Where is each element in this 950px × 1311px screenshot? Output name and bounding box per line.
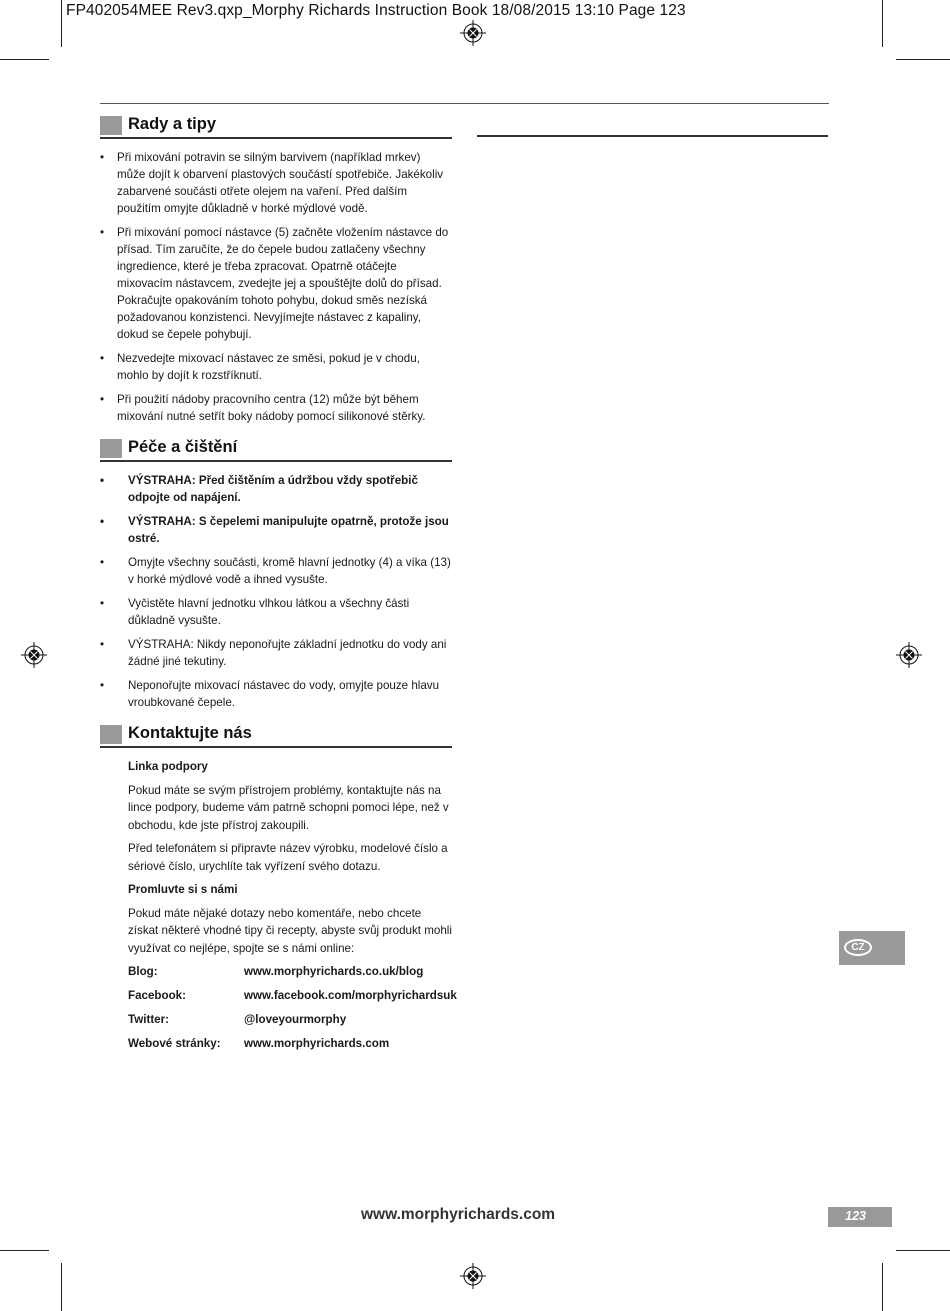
bullet-icon: • [100,226,105,239]
list-item [100,677,452,711]
page-number: 123 [845,1209,866,1223]
list-item-text: Omyjte všechny součásti, kromě hlavní jednotky (4) a víka (13) v horké mýdlové vodě a ihned vysušte. [128,556,451,586]
crop-mark [61,0,62,47]
bullet-icon: • [100,393,105,406]
heading-marker [100,116,122,135]
list-item [100,595,452,629]
care-list [100,472,452,711]
header-rule [100,103,829,104]
bullet-icon: • [100,474,105,487]
content-column [100,114,457,1059]
crop-mark [61,1263,62,1311]
registration-mark-icon [460,20,486,46]
crop-mark [0,1250,49,1251]
heading-marker [100,725,122,744]
contact-link[interactable]: www.morphyrichards.co.uk/blog [244,965,424,978]
contact-label: Twitter: [128,1013,170,1026]
list-item-text: VÝSTRAHA: S čepelemi manipulujte opatrně, protože jsou ostré. [128,515,449,545]
bullet-icon: • [100,151,105,164]
list-item [100,513,452,547]
list-item-text: Při použití nádoby pracovního centra (12) může být během mixování nutné setřít boky nádoby pomocí silikonové stěrky. [117,393,426,423]
bullet-icon: • [100,515,105,528]
contact-row-website [128,1035,452,1053]
contact-row-facebook [128,987,457,1005]
list-item [100,472,452,506]
list-item [100,554,452,588]
crop-mark [882,0,883,47]
list-item-text: VÝSTRAHA: Nikdy neponořujte základní jednotku do vody ani žádné jiné tekutiny. [128,638,447,668]
crop-mark [0,59,49,60]
contact-row-twitter [128,1011,452,1029]
list-item [100,636,452,670]
support-paragraph: Pokud máte se svým přístrojem problémy, kontaktujte nás na lince podpory, budeme vám patrně schopni pomoci lépe, než v obchodu, kde jste přístroj zakoupili. [128,783,449,832]
list-item [100,391,452,425]
contact-section [100,758,457,1053]
list-item [100,350,452,384]
contact-link[interactable]: @loveyourmorphy [244,1013,347,1026]
contact-row-blog [128,963,452,981]
print-slug: FP402054MEE Rev3.qxp_Morphy Richards Instruction Book 18/08/2015 13:10 Page 123 [66,2,686,19]
contact-label: Facebook: [128,989,186,1002]
list-item-text: Při mixování pomocí nástavce (5) začněte vložením nástavce do přísad. Tím zaručíte, že do čepele budou zatlačeny všechny ingredience, které je třeba zpracovat. Opatrně otáčejte mixovacím nástavcem, zvedejte jej a spouštějte dolů do přísad. Pokračujte opakováním tohoto pohybu, dokud směs nezíská požadovanou konzistenci. Nevyjímejte nástavec z kapaliny, dokud se čepele pohybují. [117,226,449,341]
section-title: Péče a čištění [128,438,238,456]
crop-mark [882,1263,883,1311]
heading-marker [100,439,122,458]
talk-heading: Promluvte si s námi [128,883,238,896]
registration-mark-icon [21,642,47,668]
contact-link[interactable]: www.facebook.com/morphyrichardsuk [244,989,457,1002]
footer-website[interactable]: www.morphyrichards.com [361,1206,556,1223]
bullet-icon: • [100,352,105,365]
right-column-rule [477,135,828,137]
page-number-box [828,1207,892,1227]
section-title: Rady a tipy [128,115,217,133]
tips-list [100,149,452,425]
section-heading [100,114,452,139]
crop-mark [896,59,950,60]
list-item-text: VÝSTRAHA: Před čištěním a údržbou vždy spotřebič odpojte od napájení. [128,474,418,504]
language-code: CZ [844,939,872,956]
list-item-text: Neponořujte mixovací nástavec do vody, omyjte pouze hlavu vroubkované čepele. [128,679,440,709]
support-paragraph: Před telefonátem si připravte název výrobku, modelové číslo a sériové číslo, urychlíte tak vyřízení svého dotazu. [128,842,448,873]
support-heading: Linka podpory [128,760,208,773]
contact-label: Blog: [128,965,158,978]
section-heading [100,437,452,462]
section-heading [100,723,452,748]
bullet-icon: • [100,679,105,692]
list-item [100,149,452,217]
registration-mark-icon [896,642,922,668]
list-item-text: Při mixování potravin se silným barvivem (například mrkev) může dojít k obarvení plastových součástí spotřebiče. Jakékoliv zabarvené součásti otřete olejem na vaření. Před dalším použitím omyjte důkladně v horké mýdlové vodě. [117,151,444,215]
registration-mark-icon [460,1263,486,1289]
list-item [100,224,452,343]
list-item-text: Nezvedejte mixovací nástavec ze směsi, pokud je v chodu, mohlo by dojít k rozstříknutí. [117,352,420,382]
bullet-icon: • [100,597,105,610]
contact-label: Webové stránky: [128,1037,221,1050]
crop-mark [896,1250,950,1251]
bullet-icon: • [100,638,105,651]
list-item-text: Vyčistěte hlavní jednotku vlhkou látkou a všechny části důkladně vysušte. [128,597,410,627]
language-tab [839,931,905,965]
bullet-icon: • [100,556,105,569]
talk-paragraph: Pokud máte nějaké dotazy nebo komentáře, nebo chcete získat některé vhodné tipy či recepty, abyste svůj produkt mohli využívat co nejlépe, spojte se s námi online: [128,906,452,955]
contact-link[interactable]: www.morphyrichards.com [244,1037,390,1050]
section-title: Kontaktujte nás [128,724,252,742]
